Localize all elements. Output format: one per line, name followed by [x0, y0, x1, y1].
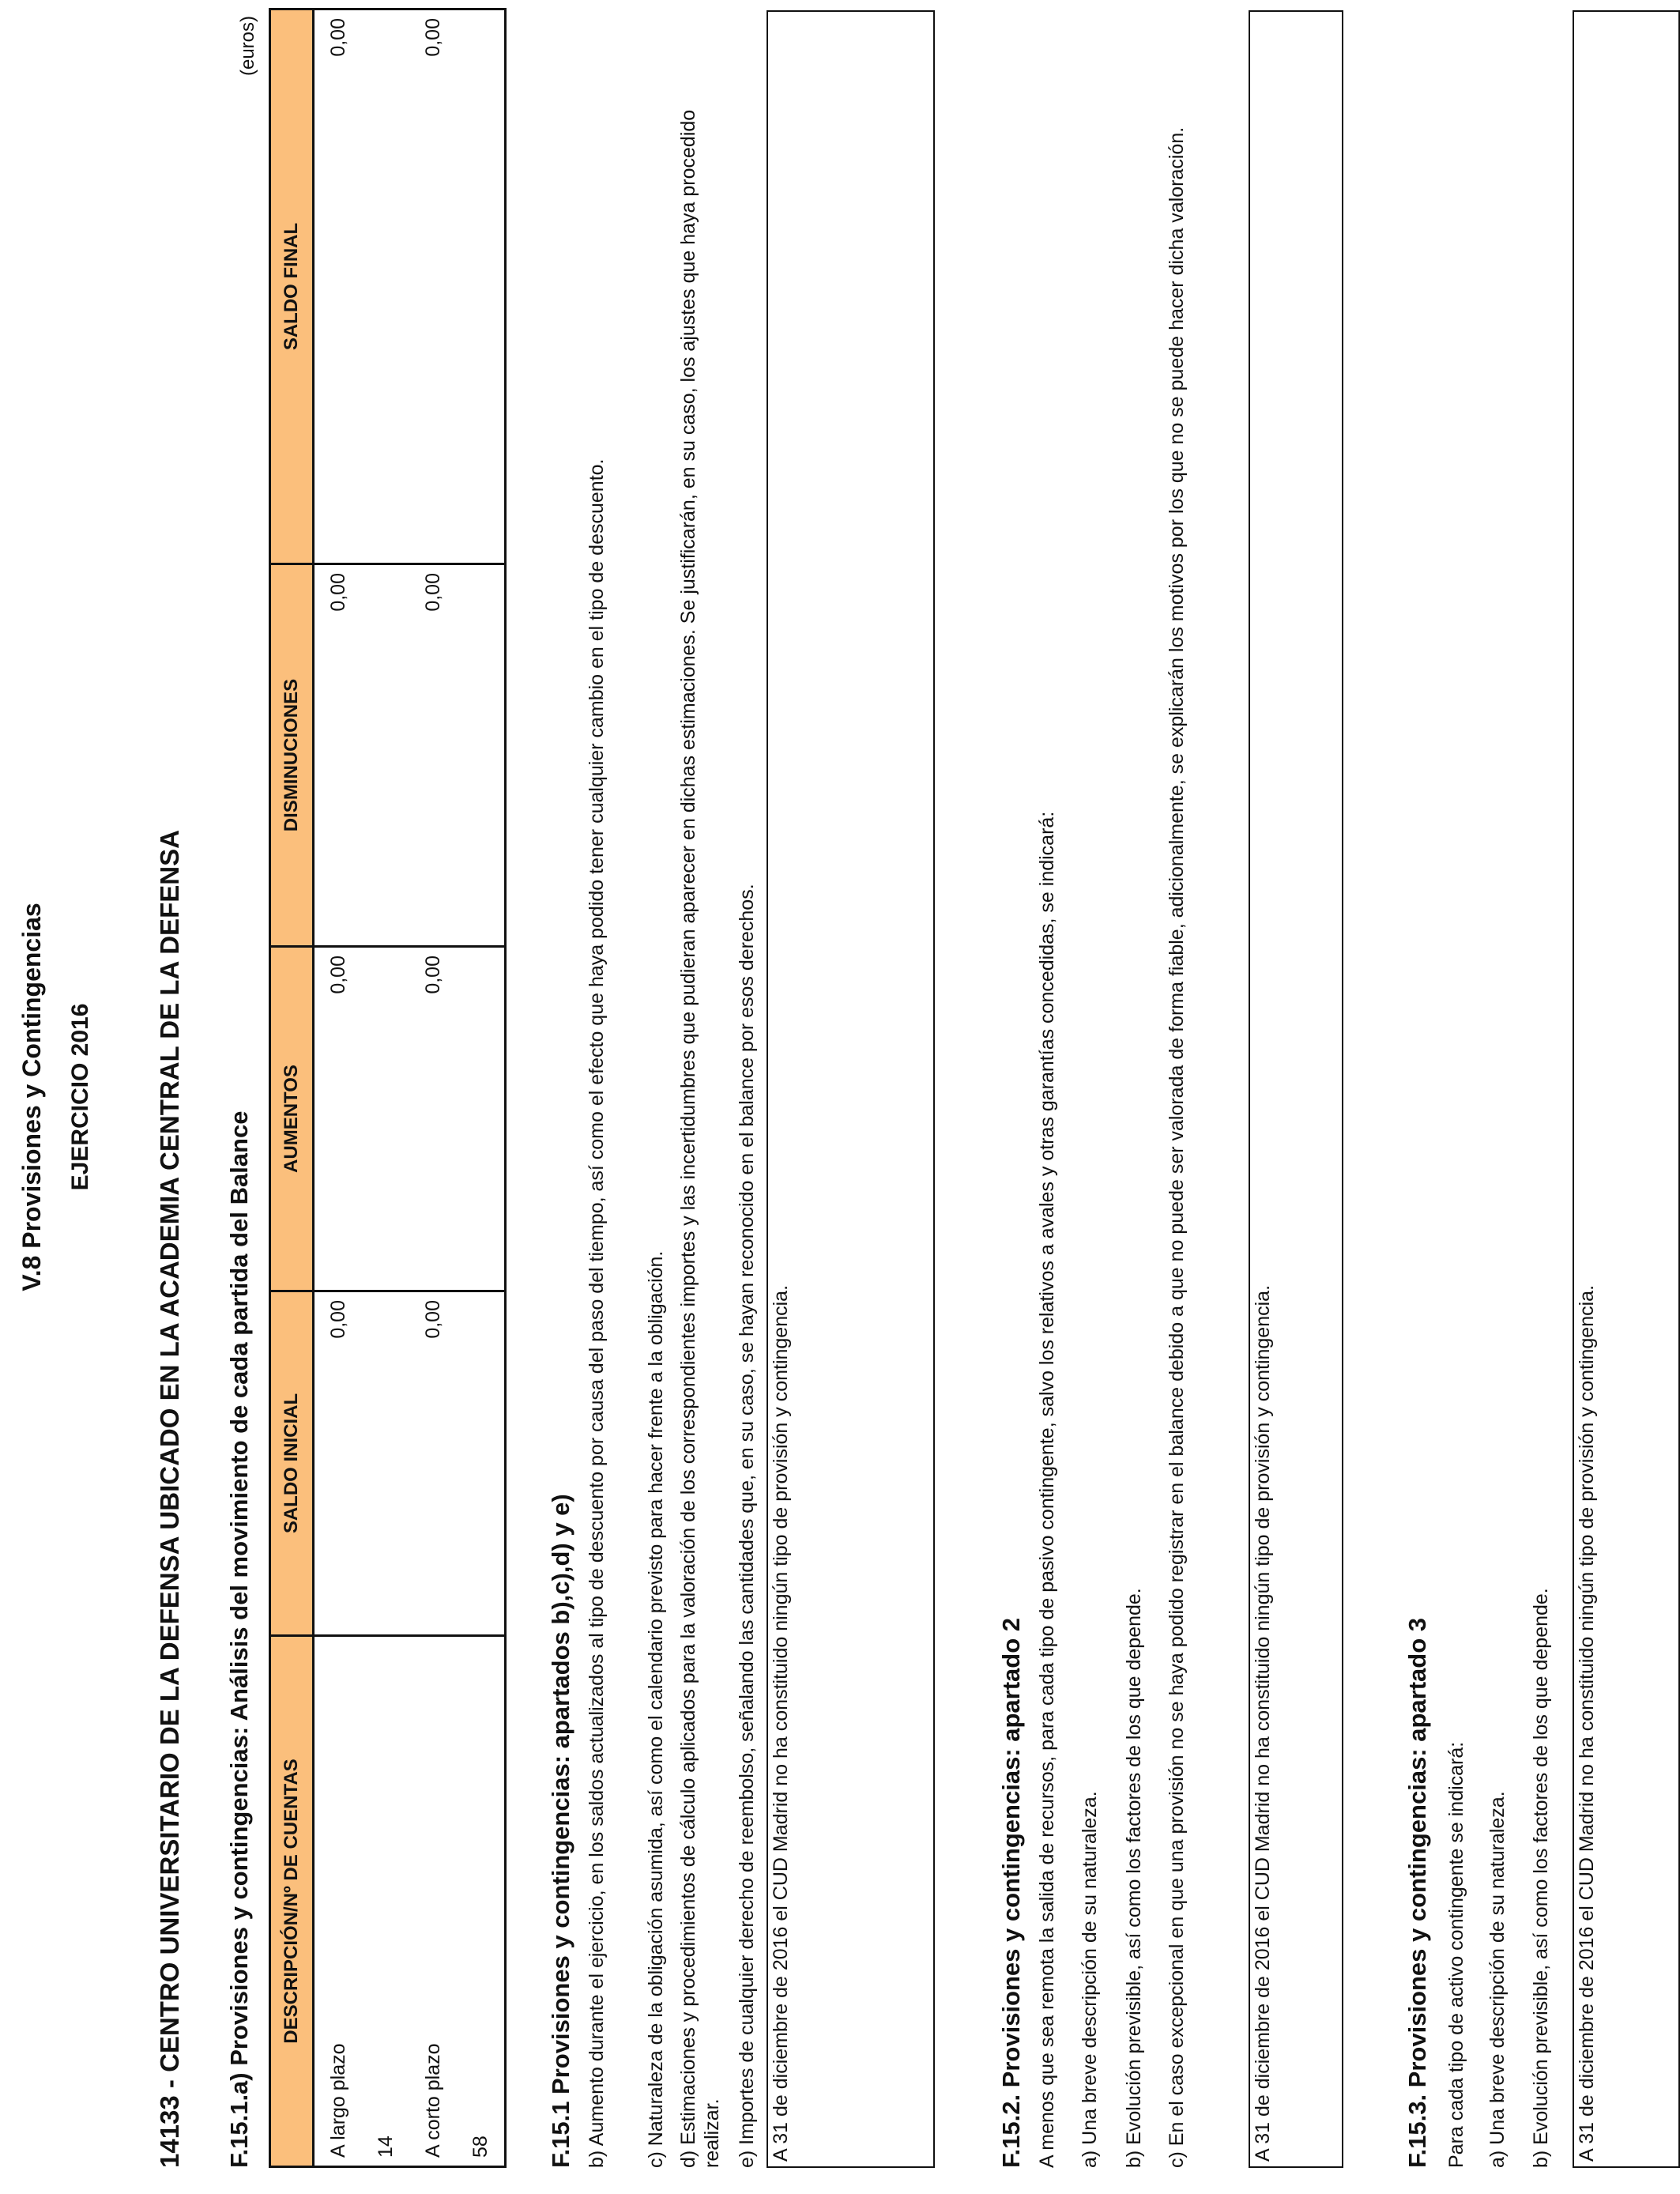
section-3-note-box [1573, 10, 1680, 2168]
section-1-item-b: b) Aumento durante el ejercicio, en los saldos actualizados al tipo de descuento por causa del paso del tiempo, así como el efecto que haya podido tener cualquier cambio en el tipo de descuento. [586, 458, 608, 2168]
column-header: SALDO FINAL [270, 9, 314, 564]
column-header: DISMINUCIONES [270, 564, 314, 947]
section-1-item-d: d) Estimaciones y procedimientos de cálculo aplicados para la valoración de los correspondientes importes y las incertidumbres que pudieran aparecer en dichas estimaciones. Se justificarán, en su caso, los ajustes que haya procedido realizar. [677, 109, 723, 2168]
section-1-note-box [767, 10, 935, 2168]
column-header: AUMENTOS [270, 947, 314, 1291]
section-3-intro: Para cada tipo de activo contingente se indicará: [1445, 1741, 1467, 2168]
units-label: (euros) [237, 15, 258, 76]
disminuciones-cell: 0,00 [409, 564, 457, 947]
column-header: DESCRIPCIÓN/Nº DE CUENTAS [270, 1636, 314, 2167]
column-header: SALDO INICIAL [270, 1291, 314, 1636]
provisions-table [269, 8, 507, 2168]
section-2-title: F.15.2. Provisiones y contingencias: apartado 2 [997, 1617, 1025, 2168]
saldo-final-cell: 0,00 [314, 9, 363, 564]
disminuciones-cell: 0,00 [314, 564, 363, 947]
section-3-note-text: A 31 de diciembre de 2016 el CUD Madrid no ha constituido ningún tipo de provisión y contingencia. [1576, 1284, 1598, 2162]
aumentos-cell: 0,00 [409, 947, 457, 1291]
row-description: A corto plazo [409, 1636, 457, 2167]
table-row [457, 9, 506, 2167]
table-row [409, 9, 457, 2167]
saldo-inicial-cell: 0,00 [409, 1291, 457, 1636]
section-1-item-e: e) Importes de cualquier derecho de reembolso, señalando las cantidades que, en su caso, se hayan reconocido en el balance por esos derechos. [736, 884, 758, 2168]
row-account-number: 58 [457, 1636, 506, 2167]
table-row [362, 9, 409, 2167]
entity-heading: 14133 - CENTRO UNIVERSITARIO DE LA DEFENSA UBICADO EN LA ACADEMIA CENTRAL DE LA DEFENSA [155, 830, 184, 2168]
section-2-item-b: b) Evolución previsible, así como los factores de los que depende. [1123, 1588, 1145, 2168]
section-2-note-text: A 31 de diciembre de 2016 el CUD Madrid no ha constituido ningún tipo de provisión y contingencia. [1252, 1284, 1274, 2162]
section-2-item-c: c) En el caso excepcional en que una provisión no se haya podido registrar en el balance debido a que no puede ser valorada de forma fiable, adicionalmente, se explicarán los motivos por los que no se puede hacer dicha valoración. [1166, 126, 1188, 2168]
saldo-inicial-cell: 0,00 [314, 1291, 363, 1636]
section-1-note-text: A 31 de diciembre de 2016 el CUD Madrid no ha constituido ningún tipo de provisión y contingencia. [770, 1284, 792, 2162]
table-row [314, 9, 363, 2167]
saldo-final-cell: 0,00 [409, 9, 457, 564]
section-1-item-c: c) Naturaleza de la obligación asumida, así como el calendario previsto para hacer frente a la obligación. [645, 1250, 667, 2168]
section-2-item-a: a) Una breve descripción de su naturaleza. [1079, 1791, 1101, 2168]
aumentos-cell: 0,00 [314, 947, 363, 1291]
page-title: V.8 Provisiones y Contingencias [17, 903, 46, 1291]
section-2-note-box [1249, 10, 1343, 2168]
table-header-row [270, 9, 314, 2167]
section-3-item-a: a) Una breve descripción de su naturaleza. [1486, 1791, 1509, 2168]
section-3-title: F.15.3. Provisiones y contingencias: apartado 3 [1403, 1617, 1431, 2168]
row-account-number: 14 [362, 1636, 409, 2167]
section-3-item-b: b) Evolución previsible, así como los factores de los que depende. [1530, 1588, 1552, 2168]
page-subtitle: EJERCICIO 2016 [67, 1003, 93, 1191]
section-a-title: F.15.1.a) Provisiones y contingencias: Análisis del movimiento de cada partida del Balance [225, 1110, 253, 2168]
section-2-intro: A menos que sea remota la salida de recursos, para cada tipo de pasivo contingente, salvo los relativos a avales y otras garantías concedidas, se indicará: [1036, 811, 1058, 2168]
section-1-title: F.15.1 Provisiones y contingencias: apartados b),c),d) y e) [547, 1494, 574, 2168]
row-description: A largo plazo [314, 1636, 363, 2167]
